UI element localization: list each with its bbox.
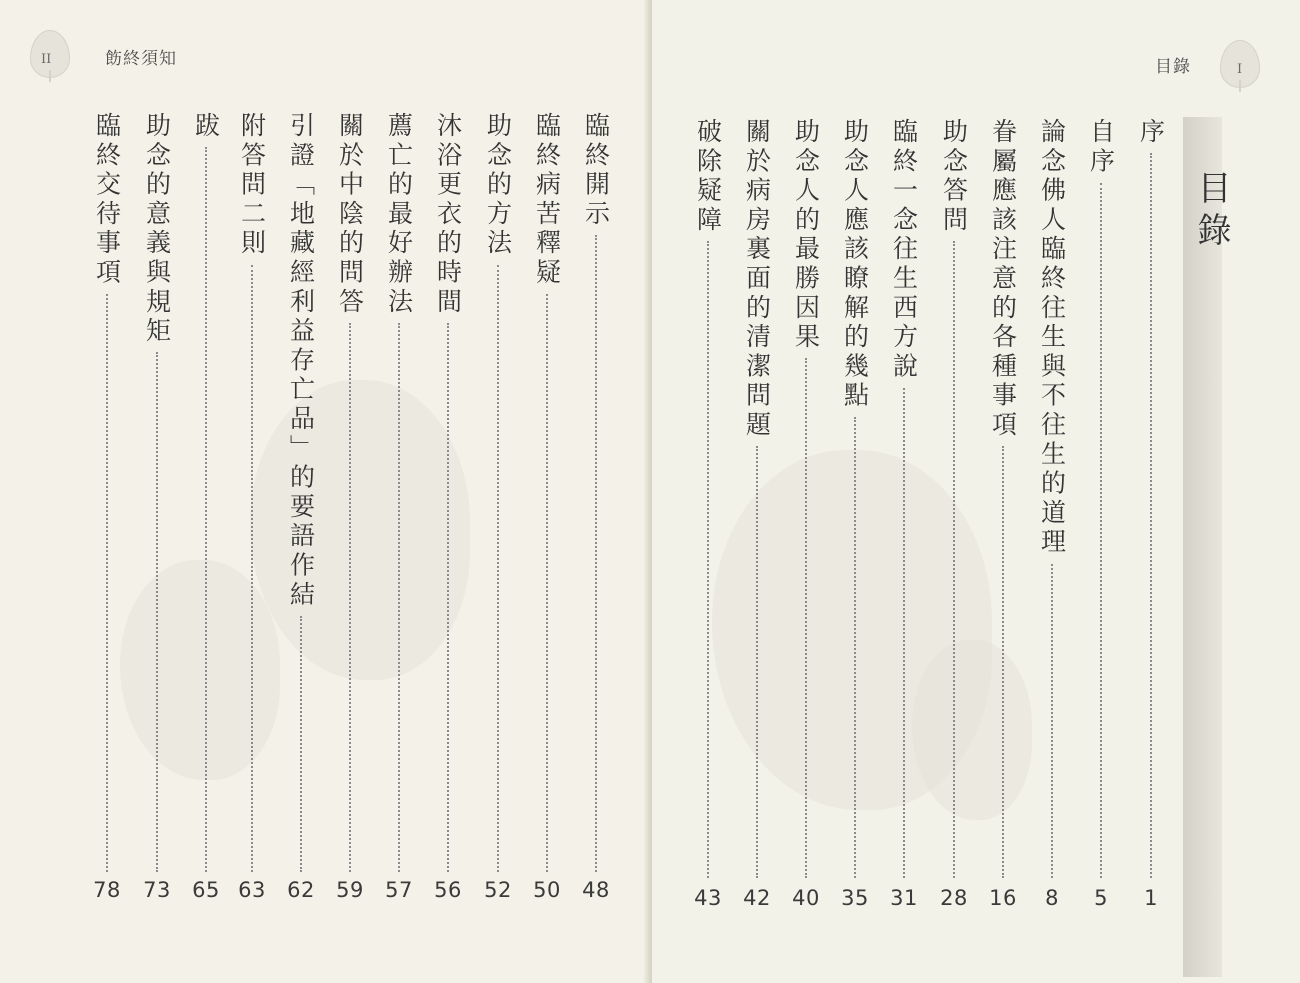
- toc-entry-page: 1: [1144, 886, 1158, 910]
- toc-entry[interactable]: [576, 112, 616, 872]
- toc-entry[interactable]: [835, 118, 875, 878]
- toc-entry-title: 助念人的最勝因果: [791, 118, 821, 353]
- toc-dot-leader: [205, 147, 207, 872]
- toc-entry-title: 附答問二則: [237, 112, 267, 259]
- toc-entry[interactable]: [281, 112, 321, 872]
- toc-entry-page: 5: [1094, 886, 1108, 910]
- toc-heading: 目錄: [1191, 170, 1231, 254]
- toc-entry-title: 自序: [1086, 118, 1116, 177]
- toc-entry-page: 50: [533, 878, 561, 902]
- toc-entry-page: 40: [792, 886, 820, 910]
- running-head: 目錄: [1155, 57, 1191, 77]
- toc-entry[interactable]: [1081, 118, 1121, 878]
- toc-entry-title: 跋: [191, 112, 221, 142]
- toc-entry-page: 65: [192, 878, 220, 902]
- toc-dot-leader: [497, 265, 499, 873]
- toc-entry-page: 35: [841, 886, 869, 910]
- toc-entry[interactable]: [330, 112, 370, 872]
- toc-entry-page: 28: [940, 886, 968, 910]
- toc-entry-title: 薦亡的最好辦法: [384, 112, 414, 318]
- toc-entry[interactable]: [983, 118, 1023, 878]
- toc-dot-leader: [1100, 183, 1102, 878]
- toc-entry-title: 助念的方法: [483, 112, 513, 259]
- toc-entry[interactable]: [1131, 118, 1171, 878]
- toc-dot-leader: [805, 358, 807, 878]
- toc-dot-leader: [854, 417, 856, 878]
- toc-dot-leader: [106, 294, 108, 872]
- page-folio: I: [1237, 62, 1243, 77]
- toc-entry-title: 引證「地藏經利益存亡品」的要語作結: [286, 112, 316, 611]
- toc-entry-title: 關於中陰的問答: [335, 112, 365, 318]
- toc-entry-page: 73: [143, 878, 171, 902]
- toc-entry-page: 78: [93, 878, 121, 902]
- toc-dot-leader: [953, 241, 955, 878]
- toc-entry-title: 助念答問: [939, 118, 969, 236]
- toc-dot-leader: [300, 616, 302, 872]
- toc-entry[interactable]: [884, 118, 924, 878]
- toc-dot-leader: [595, 235, 597, 872]
- toc-dot-leader: [756, 446, 758, 878]
- toc-entry-page: 57: [385, 878, 413, 902]
- toc-entry[interactable]: [428, 112, 468, 872]
- page-folio: II: [41, 52, 52, 67]
- toc-dot-leader: [447, 323, 449, 872]
- toc-entry[interactable]: [186, 112, 226, 872]
- toc-entry-title: 序: [1136, 118, 1166, 148]
- toc-entry-title: 破除疑障: [693, 118, 723, 236]
- toc-entry-page: 59: [336, 878, 364, 902]
- toc-dot-leader: [1002, 446, 1004, 878]
- toc-dot-leader: [546, 294, 548, 872]
- toc-dot-leader: [1051, 564, 1053, 879]
- toc-entry[interactable]: [688, 118, 728, 878]
- toc-dot-leader: [1150, 153, 1152, 878]
- toc-entry[interactable]: [87, 112, 127, 872]
- toc-entry[interactable]: [478, 112, 518, 872]
- toc-entry-title: 臨終交待事項: [92, 112, 122, 288]
- toc-entry-title: 論念佛人臨終往生與不往生的道理: [1037, 118, 1067, 558]
- toc-entry[interactable]: [786, 118, 826, 878]
- toc-dot-leader: [251, 265, 253, 873]
- toc-entry-page: 8: [1045, 886, 1059, 910]
- running-head: 飭終須知: [105, 49, 177, 69]
- toc-entry[interactable]: [527, 112, 567, 872]
- toc-entry-page: 62: [287, 878, 315, 902]
- toc-dot-leader: [349, 323, 351, 872]
- toc-entry-title: 沐浴更衣的時間: [433, 112, 463, 318]
- toc-entry-title: 臨終一念往生西方說: [889, 118, 919, 382]
- toc-entry[interactable]: [379, 112, 419, 872]
- toc-entry-page: 63: [238, 878, 266, 902]
- toc-entry-page: 48: [582, 878, 610, 902]
- toc-entry-page: 52: [484, 878, 512, 902]
- toc-entry[interactable]: [137, 112, 177, 872]
- toc-entry-page: 31: [890, 886, 918, 910]
- toc-entry[interactable]: [737, 118, 777, 878]
- left-page: [0, 0, 648, 983]
- toc-dot-leader: [156, 352, 158, 872]
- toc-entry-title: 眷屬應該注意的各種事項: [988, 118, 1018, 441]
- toc-entry-page: 16: [989, 886, 1017, 910]
- toc-entry-title: 助念人應該瞭解的幾點: [840, 118, 870, 411]
- toc-entry[interactable]: [1032, 118, 1072, 878]
- toc-entry-page: 43: [694, 886, 722, 910]
- toc-entry-page: 42: [743, 886, 771, 910]
- toc-entry[interactable]: [232, 112, 272, 872]
- toc-entry-title: 助念的意義與規矩: [142, 112, 172, 347]
- toc-dot-leader: [903, 388, 905, 878]
- toc-entry-title: 關於病房裏面的清潔問題: [742, 118, 772, 441]
- toc-dot-leader: [707, 241, 709, 878]
- toc-entry-page: 56: [434, 878, 462, 902]
- toc-entry-title: 臨終開示: [581, 112, 611, 230]
- toc-dot-leader: [398, 323, 400, 872]
- toc-entry-title: 臨終病苦釋疑: [532, 112, 562, 288]
- toc-entry[interactable]: [934, 118, 974, 878]
